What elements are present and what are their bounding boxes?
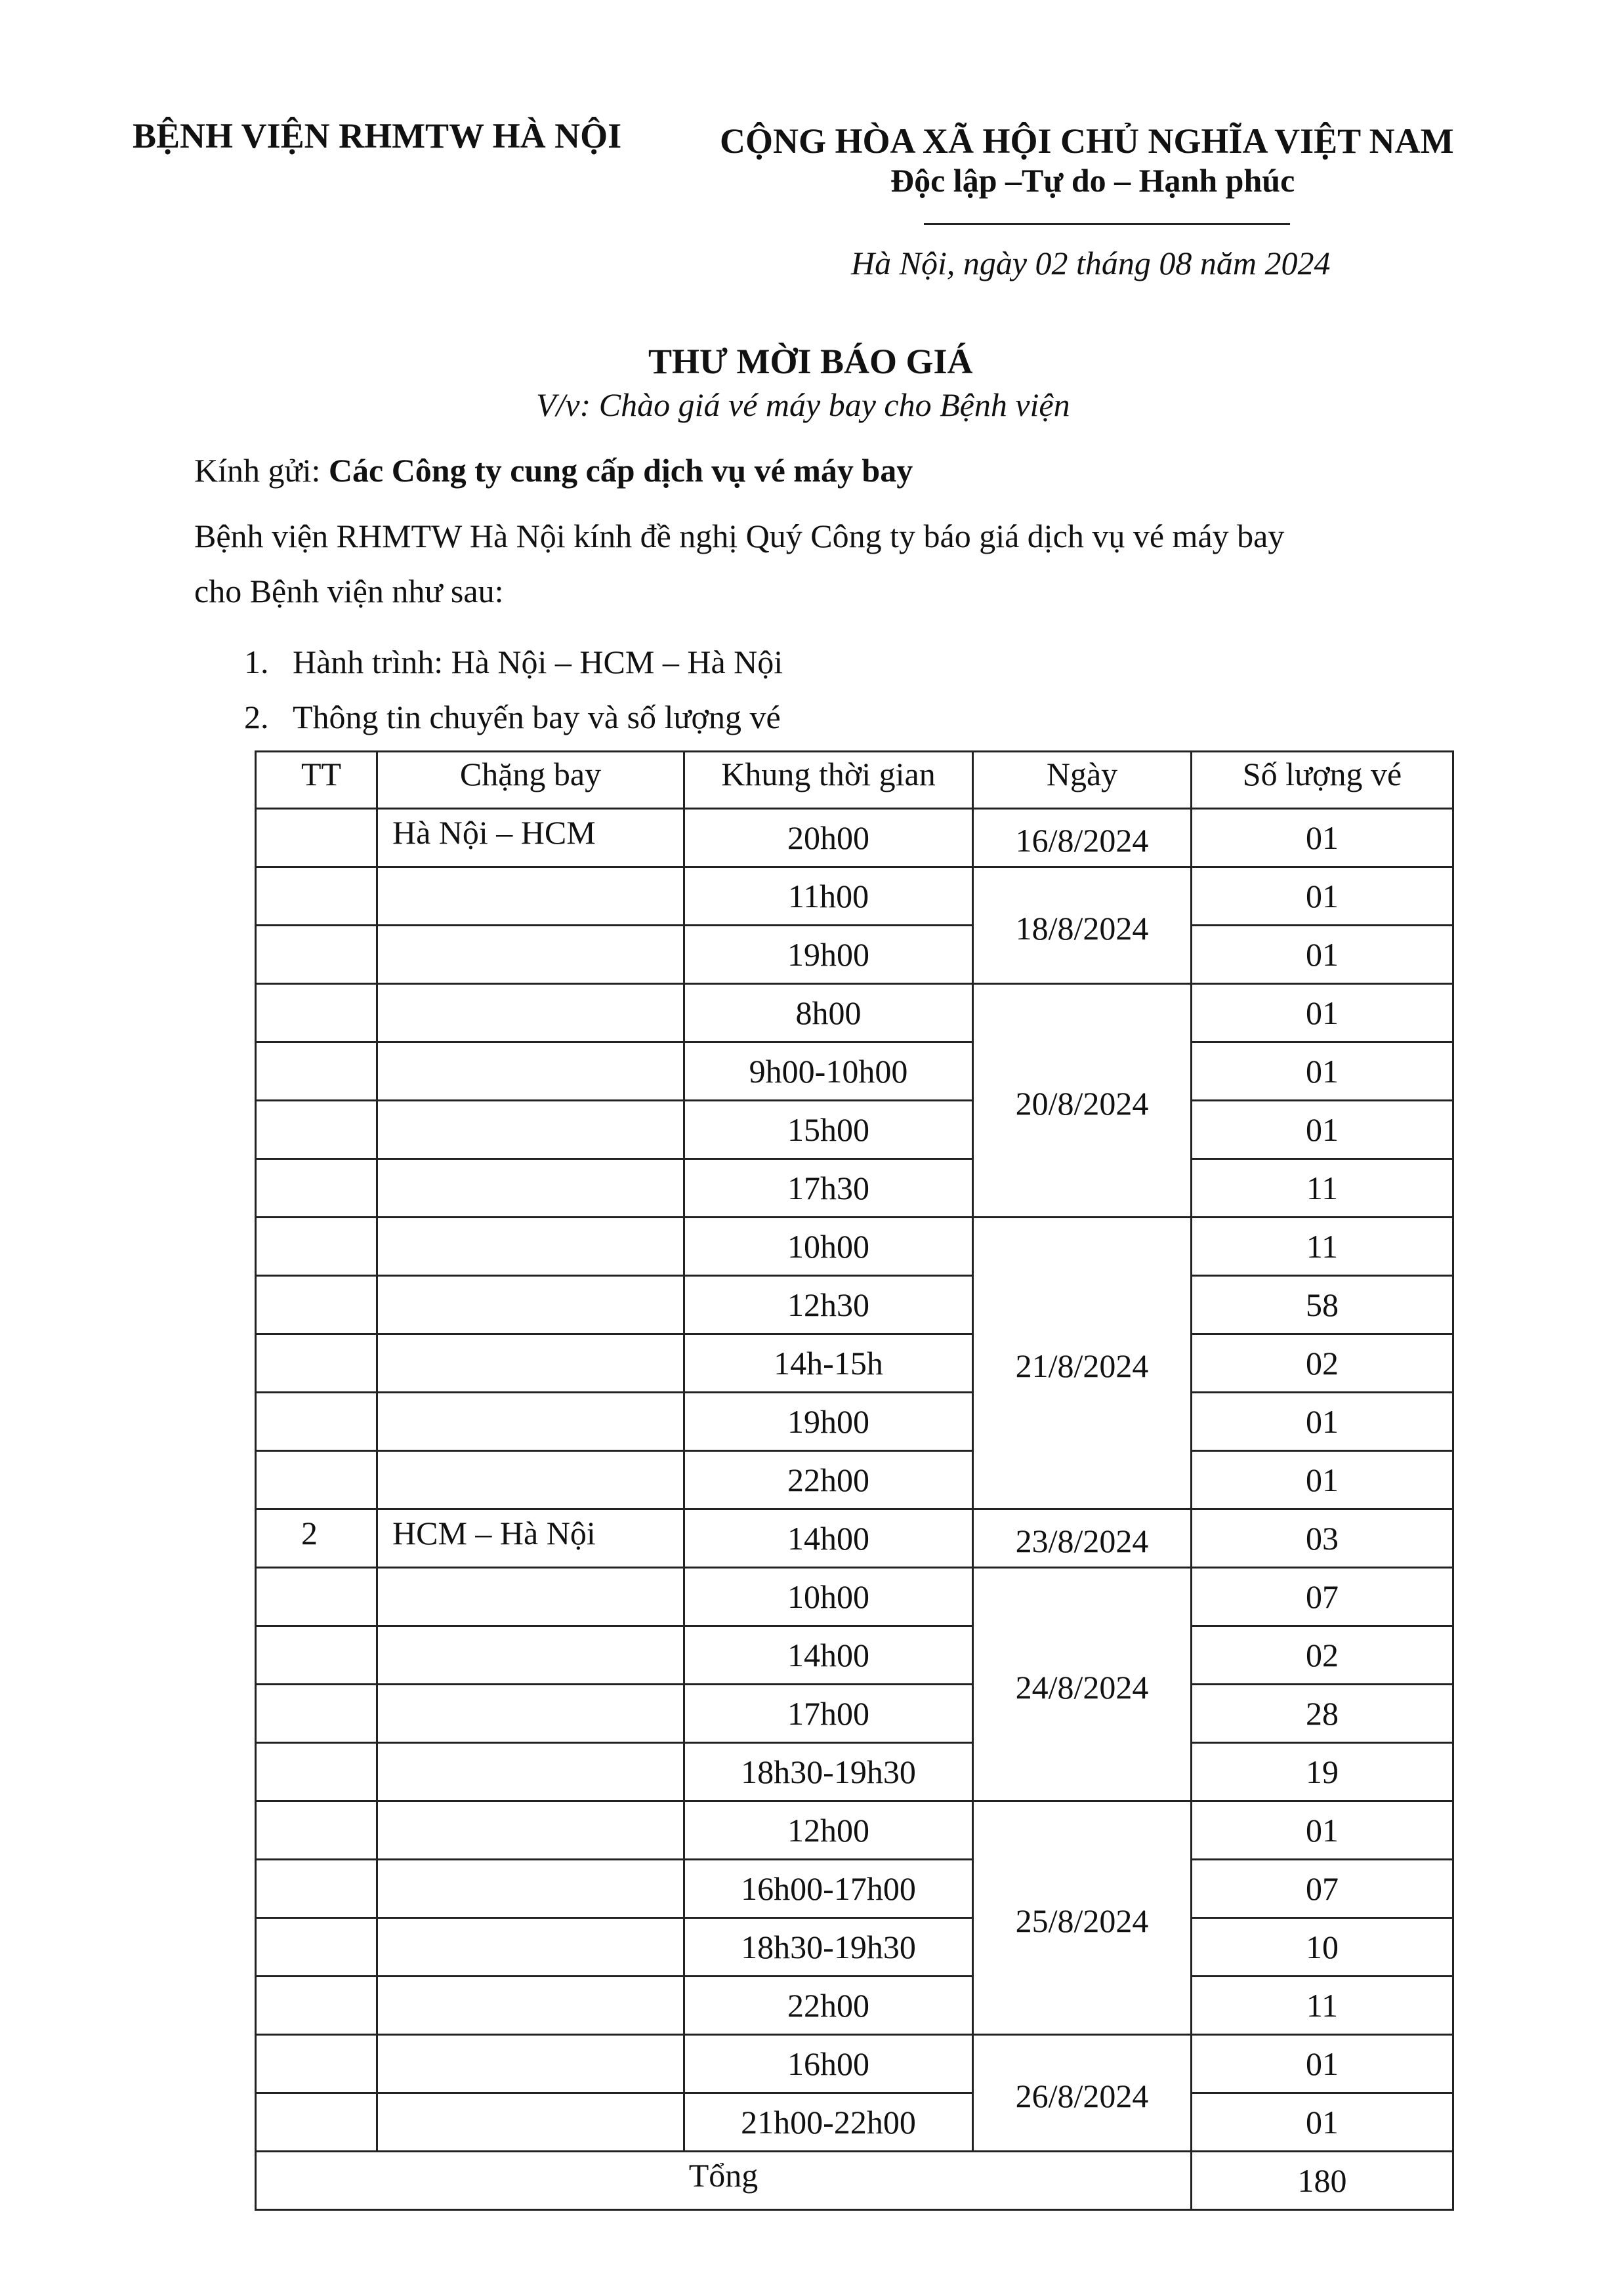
table-row	[256, 1334, 1453, 1393]
cell-tt	[256, 1393, 377, 1451]
table-row	[256, 1101, 1453, 1159]
cell-time: 15h00	[684, 1101, 973, 1159]
cell-tt	[256, 1218, 377, 1276]
intro-line-1: Bệnh viện RHMTW Hà Nội kính đề nghị Quý Công ty báo giá dịch vụ vé máy bay	[194, 518, 1285, 554]
cell-qty: 03	[1192, 1509, 1453, 1568]
cell-time: 11h00	[684, 867, 973, 926]
cell-time: 14h00	[684, 1509, 973, 1568]
cell-time: 17h30	[684, 1159, 973, 1218]
cell-qty: 02	[1192, 1334, 1453, 1393]
cell-leg	[377, 1801, 684, 1860]
item-1-text: Hành trình: Hà Nội – HCM – Hà Nội	[293, 644, 783, 680]
letter-title: THƯ MỜI BÁO GIÁ	[648, 342, 973, 381]
cell-date: 23/8/2024	[973, 1509, 1192, 1568]
cell-qty: 02	[1192, 1626, 1453, 1685]
cell-qty: 10	[1192, 1918, 1453, 1977]
cell-date: 24/8/2024	[973, 1568, 1192, 1801]
table-row	[256, 1977, 1453, 2035]
cell-qty: 58	[1192, 1276, 1453, 1334]
cell-leg	[377, 1568, 684, 1626]
cell-tt	[256, 1568, 377, 1626]
cell-leg	[377, 1743, 684, 1801]
cell-qty: 01	[1192, 984, 1453, 1042]
cell-leg	[377, 1977, 684, 2035]
table-row	[256, 1918, 1453, 1977]
cell-tt	[256, 1334, 377, 1393]
item-2-number: 2.	[244, 699, 269, 735]
cell-tt	[256, 809, 377, 867]
cell-time: 18h30-19h30	[684, 1918, 973, 1977]
cell-tt	[256, 1801, 377, 1860]
header-date: Ngày	[973, 752, 1192, 809]
cell-time: 16h00-17h00	[684, 1860, 973, 1918]
cell-time: 10h00	[684, 1568, 973, 1626]
cell-leg	[377, 1451, 684, 1509]
cell-qty: 01	[1192, 1042, 1453, 1101]
cell-time: 12h30	[684, 1276, 973, 1334]
cell-time: 18h30-19h30	[684, 1743, 973, 1801]
table-row	[256, 1393, 1453, 1451]
table-row	[256, 1626, 1453, 1685]
cell-tt	[256, 1685, 377, 1743]
cell-qty: 28	[1192, 1685, 1453, 1743]
table-header-row	[256, 752, 1453, 809]
cell-leg	[377, 1860, 684, 1918]
cell-date: 21/8/2024	[973, 1218, 1192, 1509]
cell-time: 20h00	[684, 809, 973, 867]
table-row	[256, 2093, 1453, 2152]
cell-qty: 01	[1192, 867, 1453, 926]
cell-leg	[377, 1276, 684, 1334]
greeting	[194, 451, 913, 489]
table-row	[256, 1568, 1453, 1626]
greeting-label: Kính gửi:	[194, 452, 321, 489]
intro-line-2: cho Bệnh viện như sau:	[194, 573, 504, 609]
header-tt: TT	[256, 752, 377, 809]
greeting-target: Các Công ty cung cấp dịch vụ vé máy bay	[328, 452, 913, 489]
cell-qty: 11	[1192, 1218, 1453, 1276]
cell-time: 8h00	[684, 984, 973, 1042]
total-value: 180	[1192, 2152, 1453, 2210]
cell-leg	[377, 1685, 684, 1743]
cell-tt: 2	[256, 1509, 377, 1568]
cell-time: 17h00	[684, 1685, 973, 1743]
cell-time: 10h00	[684, 1218, 973, 1276]
cell-tt	[256, 867, 377, 926]
header-leg: Chặng bay	[377, 752, 684, 809]
cell-time: 19h00	[684, 1393, 973, 1451]
cell-time: 9h00-10h00	[684, 1042, 973, 1101]
table-row	[256, 984, 1453, 1042]
cell-time: 22h00	[684, 1977, 973, 2035]
table-row	[256, 1685, 1453, 1743]
cell-time: 22h00	[684, 1451, 973, 1509]
cell-date: 18/8/2024	[973, 867, 1192, 984]
header-time: Khung thời gian	[684, 752, 973, 809]
cell-time: 16h00	[684, 2035, 973, 2093]
cell-time: 21h00-22h00	[684, 2093, 973, 2152]
cell-time: 12h00	[684, 1801, 973, 1860]
cell-date: 26/8/2024	[973, 2035, 1192, 2152]
cell-tt	[256, 926, 377, 984]
cell-tt	[256, 1276, 377, 1334]
cell-leg	[377, 1918, 684, 1977]
cell-qty: 01	[1192, 2035, 1453, 2093]
total-label: Tổng	[256, 2152, 1192, 2210]
header-qty: Số lượng vé	[1192, 752, 1453, 809]
cell-leg: Hà Nội – HCM	[377, 809, 684, 867]
cell-leg	[377, 1218, 684, 1276]
cell-date: 20/8/2024	[973, 984, 1192, 1218]
table-row	[256, 809, 1453, 867]
item-2-text: Thông tin chuyến bay và số lượng vé	[293, 699, 781, 735]
cell-tt	[256, 1918, 377, 1977]
place-date: Hà Nội, ngày 02 tháng 08 năm 2024	[851, 245, 1331, 281]
cell-qty: 01	[1192, 1393, 1453, 1451]
cell-tt	[256, 1451, 377, 1509]
cell-tt	[256, 1101, 377, 1159]
cell-qty: 19	[1192, 1743, 1453, 1801]
table-row	[256, 867, 1453, 926]
cell-qty: 01	[1192, 2093, 1453, 2152]
cell-leg	[377, 984, 684, 1042]
table-row	[256, 1042, 1453, 1101]
table-row	[256, 926, 1453, 984]
cell-time: 14h00	[684, 1626, 973, 1685]
cell-tt	[256, 1743, 377, 1801]
motto: Độc lập –Tự do – Hạnh phúc	[890, 162, 1295, 199]
table-row	[256, 2035, 1453, 2093]
cell-tt	[256, 1626, 377, 1685]
cell-leg	[377, 926, 684, 984]
table-row	[256, 1159, 1453, 1218]
cell-tt	[256, 1860, 377, 1918]
item-1-number: 1.	[244, 644, 269, 680]
cell-leg: HCM – Hà Nội	[377, 1509, 684, 1568]
cell-tt	[256, 984, 377, 1042]
cell-time: 19h00	[684, 926, 973, 984]
cell-leg	[377, 1159, 684, 1218]
cell-qty: 01	[1192, 1801, 1453, 1860]
cell-time: 14h-15h	[684, 1334, 973, 1393]
table-row	[256, 1218, 1453, 1276]
total-row	[256, 2152, 1453, 2210]
cell-date: 25/8/2024	[973, 1801, 1192, 2035]
cell-qty: 11	[1192, 1159, 1453, 1218]
cell-leg	[377, 1042, 684, 1101]
table-row	[256, 1451, 1453, 1509]
cell-date: 16/8/2024	[973, 809, 1192, 867]
nation-name: CỘNG HÒA XÃ HỘI CHỦ NGHĨA VIỆT NAM	[720, 121, 1454, 161]
cell-qty: 01	[1192, 926, 1453, 984]
cell-tt	[256, 1159, 377, 1218]
cell-qty: 07	[1192, 1860, 1453, 1918]
cell-leg	[377, 1393, 684, 1451]
cell-leg	[377, 867, 684, 926]
flight-table	[255, 750, 1454, 2211]
cell-qty: 01	[1192, 809, 1453, 867]
cell-tt	[256, 2035, 377, 2093]
table-row	[256, 1743, 1453, 1801]
table-row	[256, 1509, 1453, 1568]
cell-leg	[377, 1626, 684, 1685]
cell-leg	[377, 1101, 684, 1159]
motto-underline	[924, 223, 1290, 225]
table-row	[256, 1276, 1453, 1334]
cell-leg	[377, 2093, 684, 2152]
cell-qty: 11	[1192, 1977, 1453, 2035]
cell-tt	[256, 1977, 377, 2035]
cell-leg	[377, 1334, 684, 1393]
cell-qty: 01	[1192, 1101, 1453, 1159]
hospital-name: BỆNH VIỆN RHMTW HÀ NỘI	[133, 116, 622, 155]
cell-qty: 01	[1192, 1451, 1453, 1509]
table-row	[256, 1801, 1453, 1860]
cell-qty: 07	[1192, 1568, 1453, 1626]
cell-tt	[256, 1042, 377, 1101]
cell-tt	[256, 2093, 377, 2152]
letter-subject: V/v: Chào giá vé máy bay cho Bệnh viện	[536, 386, 1070, 423]
table-row	[256, 1860, 1453, 1918]
cell-leg	[377, 2035, 684, 2093]
